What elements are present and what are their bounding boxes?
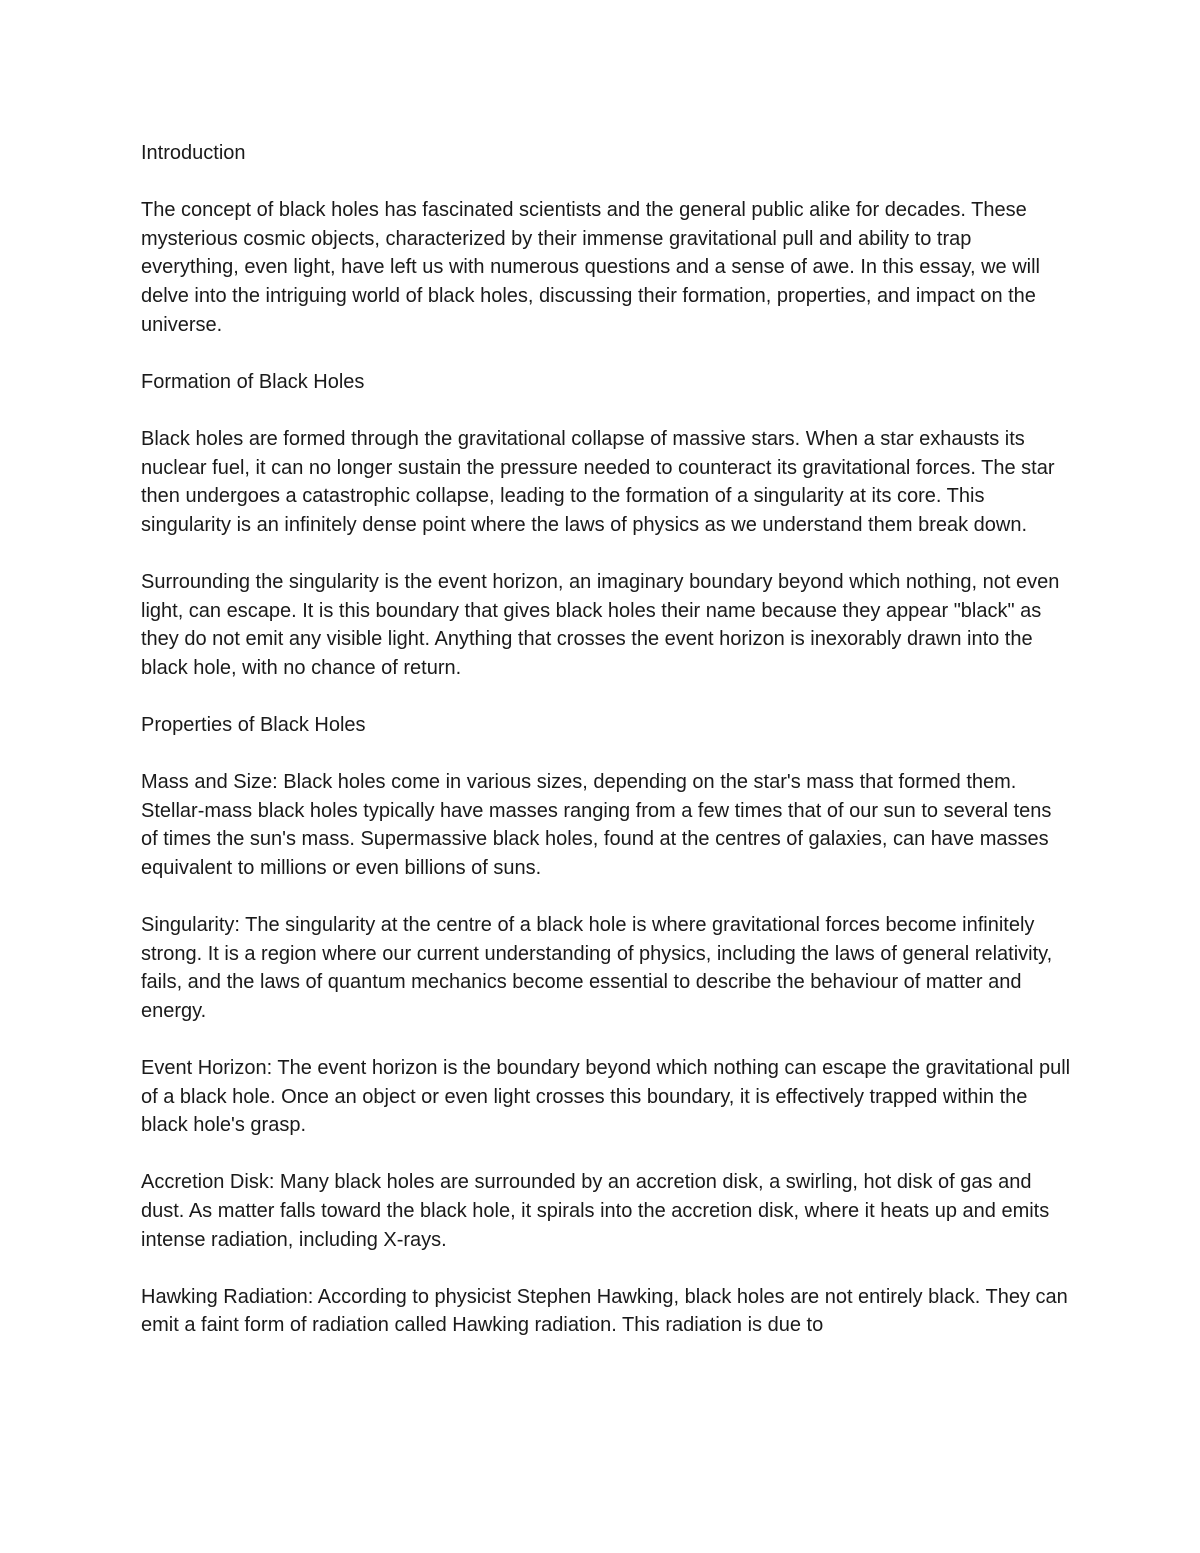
- document-page: [141, 139, 1071, 1340]
- event-horizon-paragraph: Event Horizon: The event horizon is the boundary beyond which nothing can escape the gravitational pull of a black hole. Once an object or even light crosses this boundary, it is effectively trapped within the black hole's grasp.: [141, 1057, 1071, 1137]
- properties-heading: Properties of Black Holes: [141, 713, 366, 736]
- mass-size-paragraph: Mass and Size: Black holes come in various sizes, depending on the star's mass that formed them. Stellar-mass black holes typically have masses ranging from a few times that of our sun to several tens of times the sun's mass. Supermassive black holes, found at the centres of galaxies, can have masses equivalent to millions or even billions of suns.: [141, 771, 1052, 879]
- formation-paragraph-1: Black holes are formed through the gravitational collapse of massive stars. When a star exhausts its nuclear fuel, it can no longer sustain the pressure needed to counteract its gravitational forces. The star then undergoes a catastrophic collapse, leading to the formation of a singularity at its core. This singularity is an infinitely dense point where the laws of physics as we understand them break down.: [141, 427, 1055, 536]
- intro-paragraph: The concept of black holes has fascinated scientists and the general public alike for decades. These mysterious cosmic objects, characterized by their immense gravitational pull and ability to trap everything, even light, have left us with numerous questions and a sense of awe. In this essay, we will delve into the intriguing world of black holes, discussing their formation, properties, and impact on the universe.: [141, 199, 1041, 336]
- formation-paragraph-2: Surrounding the singularity is the event horizon, an imaginary boundary beyond which nothing, not even light, can escape. It is this boundary that gives black holes their name because they appear "black" as they do not emit any visible light. Anything that crosses the event horizon is inexorably drawn into the black hole, with no chance of return.: [141, 570, 1060, 679]
- singularity-paragraph: Singularity: The singularity at the centre of a black hole is where gravitational forces become infinitely strong. It is a region where our current understanding of physics, including the laws of general relativity, fails, and the laws of quantum mechanics become essential to describe the behaviour of matter and energy.: [141, 914, 1053, 1022]
- hawking-radiation-paragraph: Hawking Radiation: According to physicist Stephen Hawking, black holes are not entirely black. They can emit a faint form of radiation called Hawking radiation. This radiation is due to: [141, 1285, 1068, 1337]
- formation-heading: Formation of Black Holes: [141, 370, 365, 393]
- intro-heading: Introduction: [141, 142, 246, 164]
- accretion-disk-paragraph: Accretion Disk: Many black holes are surrounded by an accretion disk, a swirling, hot disk of gas and dust. As matter falls toward the black hole, it spirals into the accretion disk, where it heats up and emits intense radiation, including X-rays.: [141, 1171, 1050, 1251]
